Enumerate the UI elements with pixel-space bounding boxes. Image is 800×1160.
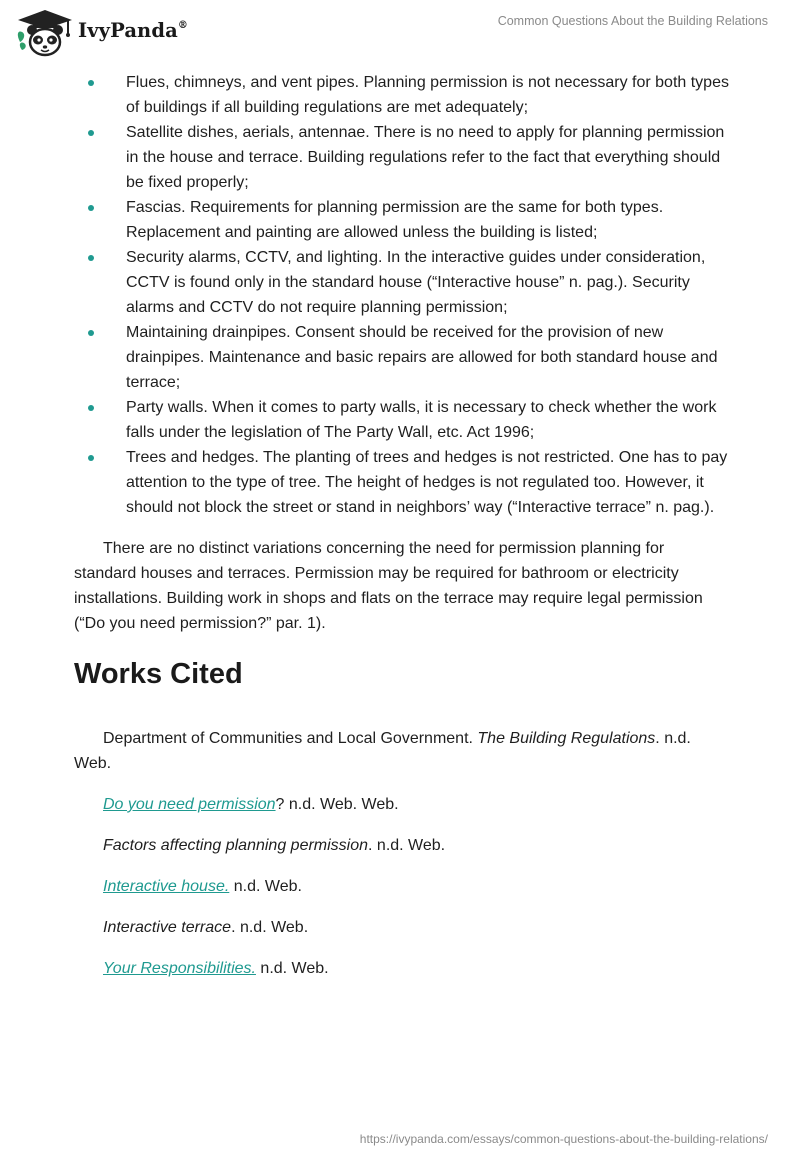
running-title: Common Questions About the Building Relations xyxy=(497,14,768,28)
citation-title: The Building Regulations xyxy=(477,730,656,747)
footer-url[interactable]: https://ivypanda.com/essays/common-questions-about-the-building-relations/ xyxy=(359,1132,768,1146)
citation-entry: Factors affecting planning permission. n.d. Web. xyxy=(103,837,446,854)
list-item: Satellite dishes, aerials, antennae. There is no need to apply for planning permission in the house and terrace. Building regulations refer to the fact that everything should be fixed properly; xyxy=(74,120,730,195)
list-item: Fascias. Requirements for planning permission are the same for both types. Replacement and painting are allowed unless the building is listed; xyxy=(74,195,730,245)
list-item: Maintaining drainpipes. Consent should be received for the provision of new drainpipes. Maintenance and basic repairs are allowed for both standard house and terrace; xyxy=(74,320,730,395)
citation-entry: Do you need permission? n.d. Web. Web. xyxy=(103,796,399,813)
list-item: Party walls. When it comes to party walls, it is necessary to check whether the work falls under the legislation of The Party Wall, etc. Act 1996; xyxy=(74,395,730,445)
bullet-icon xyxy=(88,405,94,411)
bullet-icon xyxy=(88,205,94,211)
citation-entry: Your Responsibilities. n.d. Web. xyxy=(103,960,329,977)
brand-name[interactable]: IvyPanda® xyxy=(78,19,188,42)
document-body xyxy=(74,70,730,981)
body-paragraph: There are no distinct variations concerning the need for permission planning for standard houses and terraces. Permission may be required for bathroom or electricity installations. Building work in shops and flats on the terrace may require legal permission (“Do you need permission?” par. 1). xyxy=(74,540,703,632)
citation-title: Interactive terrace xyxy=(103,919,232,936)
bullet-icon xyxy=(88,255,94,261)
bullet-icon xyxy=(88,130,94,136)
citation-link-do-you-need-permission[interactable]: Do you need permission xyxy=(103,796,276,813)
citation-entry: Interactive terrace. n.d. Web. xyxy=(103,919,309,936)
citation-entry: Department of Communities and Local Government. The Building Regulations. n.d. Web. xyxy=(74,730,691,772)
ivypanda-logo-icon[interactable] xyxy=(14,8,76,58)
page-header xyxy=(0,0,800,60)
bullet-icon xyxy=(88,330,94,336)
works-cited-heading: Works Cited xyxy=(74,658,243,690)
bullet-icon xyxy=(88,80,94,86)
citation-entry: Interactive house. n.d. Web. xyxy=(103,878,302,895)
registered-mark: ® xyxy=(177,19,188,31)
citation-link-interactive-house[interactable]: Interactive house. xyxy=(103,878,230,895)
bullet-list xyxy=(74,70,730,520)
bullet-icon xyxy=(88,455,94,461)
list-item: Flues, chimneys, and vent pipes. Planning permission is not necessary for both types of buildings if all building regulations are met adequately; xyxy=(74,70,730,120)
citation-title: Factors affecting planning permission xyxy=(103,837,369,854)
list-item: Trees and hedges. The planting of trees and hedges is not restricted. One has to pay attention to the type of tree. The height of hedges is not regulated too. However, it should not block the street or stand in neighbors’ way (“Interactive terrace” n. pag.). xyxy=(74,445,730,520)
list-item: Security alarms, CCTV, and lighting. In the interactive guides under consideration, CCTV is found only in the standard house (“Interactive house” n. pag.). Security alarms and CCTV do not require planning permission; xyxy=(74,245,730,320)
citation-link-your-responsibilities[interactable]: Your Responsibilities. xyxy=(103,960,256,977)
